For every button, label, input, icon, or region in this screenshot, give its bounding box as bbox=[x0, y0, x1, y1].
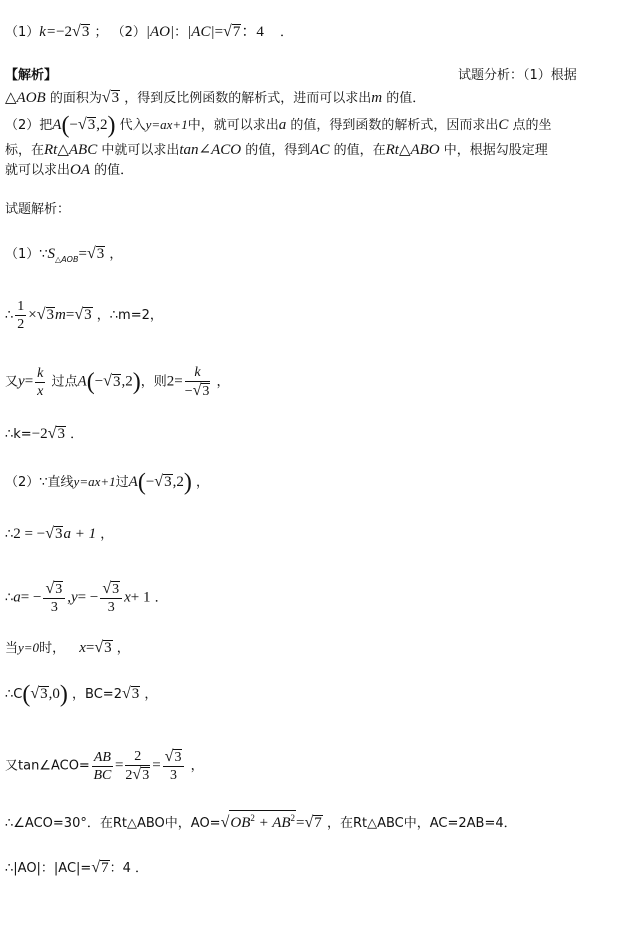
solution-step-12 bbox=[5, 858, 148, 879]
ratio-tail: ：4 bbox=[241, 24, 264, 40]
solution-step-11 bbox=[5, 810, 517, 834]
sqrt-3: 3 bbox=[174, 750, 182, 765]
fraction bbox=[125, 748, 150, 784]
radical-sign: √ bbox=[86, 245, 96, 262]
text: ． bbox=[70, 427, 84, 442]
k-eq: k= bbox=[39, 24, 57, 40]
solution-step-7 bbox=[5, 580, 168, 616]
analysis-line-3 bbox=[5, 140, 548, 161]
text: ∴k= bbox=[5, 427, 32, 442]
denominator bbox=[185, 382, 211, 400]
text: ， bbox=[216, 374, 230, 390]
var-y: y bbox=[70, 589, 78, 606]
neg-two: −2 bbox=[56, 24, 73, 40]
text: ， bbox=[109, 247, 123, 262]
sqrt-3: 3 bbox=[202, 384, 210, 399]
var-y: y bbox=[18, 373, 25, 390]
sqrt-3: 3 bbox=[84, 307, 92, 323]
point-a: A bbox=[77, 373, 87, 390]
radical-sign: √ bbox=[77, 116, 87, 133]
denominator: x bbox=[37, 383, 44, 399]
equals: = bbox=[214, 24, 224, 40]
answer-line bbox=[5, 22, 293, 43]
point-a: A bbox=[52, 117, 62, 133]
var-m: m bbox=[371, 90, 383, 106]
point-c: C bbox=[498, 117, 509, 133]
therefore: ∴ bbox=[5, 590, 14, 606]
equals: = − bbox=[20, 589, 42, 606]
seg-oa: OA bbox=[70, 162, 91, 178]
numerator bbox=[100, 580, 122, 599]
square: 2 bbox=[290, 813, 296, 823]
text: ∴|AO|：|AC|= bbox=[5, 861, 92, 876]
text: ，则 bbox=[140, 374, 167, 390]
text: 中就可以求出 bbox=[101, 143, 180, 158]
y-zero: y=0 bbox=[18, 640, 40, 655]
numerator bbox=[163, 748, 185, 767]
text: 的值，得到 bbox=[245, 143, 311, 158]
solution-step-6 bbox=[5, 524, 113, 545]
denominator: 3 bbox=[107, 600, 115, 615]
denominator: BC bbox=[93, 767, 112, 783]
text: ，得到反比例函数的解析式，进而可以求出 bbox=[124, 91, 372, 106]
sqrt-7: 7 bbox=[232, 24, 241, 40]
text: ， bbox=[100, 527, 114, 542]
point-a: A bbox=[128, 474, 138, 490]
plus-ab: + AB bbox=[254, 815, 291, 831]
radical-sign: √ bbox=[220, 814, 230, 831]
plus-one: + 1 bbox=[130, 589, 151, 606]
var-a: a bbox=[13, 589, 21, 606]
separator: ； bbox=[94, 25, 108, 40]
triangle-aob: △AOB bbox=[5, 90, 46, 106]
text: ：4 ． bbox=[109, 861, 149, 876]
var-x: x bbox=[124, 589, 131, 606]
radical-sign: √ bbox=[91, 859, 101, 876]
equals: = bbox=[174, 373, 183, 390]
text: 过点 bbox=[51, 374, 78, 390]
two: 2 bbox=[166, 373, 175, 390]
text: 中，就可以求出 bbox=[187, 118, 279, 133]
expr: a + 1 bbox=[63, 526, 97, 542]
fraction bbox=[35, 365, 45, 400]
solution-step-1 bbox=[5, 244, 122, 270]
radical-sign: √ bbox=[192, 382, 202, 399]
sqrt-3: 3 bbox=[112, 373, 121, 390]
radical-sign: √ bbox=[121, 685, 131, 702]
sqrt-7: 7 bbox=[314, 815, 322, 831]
tan-text: 又tan∠ACO= bbox=[5, 758, 90, 774]
equals: = bbox=[65, 307, 75, 323]
radical-sign: √ bbox=[102, 580, 112, 597]
text: 代入 bbox=[119, 118, 146, 133]
text: 过 bbox=[115, 475, 129, 490]
equals: = bbox=[85, 640, 95, 656]
fraction bbox=[100, 580, 122, 616]
text: 又 bbox=[5, 374, 19, 390]
minus: − bbox=[184, 384, 193, 399]
analysis-line-1 bbox=[5, 88, 425, 109]
sqrt-3: 3 bbox=[142, 768, 150, 783]
text: （2）把 bbox=[5, 118, 53, 133]
text: ， bbox=[116, 641, 130, 656]
text: ， bbox=[190, 758, 204, 774]
neg-two: −2 bbox=[31, 426, 48, 442]
text: 的值，得到函数的解析式，因而求出 bbox=[290, 118, 499, 133]
area-s: S bbox=[47, 246, 56, 262]
radicand bbox=[229, 810, 296, 831]
text: ∴∠ACO=30°．在Rt△ABO中，AO= bbox=[5, 816, 221, 831]
text: ，∴m=2， bbox=[96, 308, 163, 323]
solution-step-5: （2）∵直线y=ax+1过A(−√3,2) ， bbox=[5, 469, 209, 496]
square: 2 bbox=[250, 813, 255, 823]
seg-ac: AC bbox=[310, 142, 330, 158]
analysis-line-2: （2）把A(−√3,2) 代入y=ax+1中，就可以求出a 的值，得到函数的解析式，因而求出C 点的坐 bbox=[5, 112, 552, 139]
sqrt-3: 3 bbox=[87, 117, 96, 133]
numerator: AB bbox=[93, 749, 111, 765]
sqrt-3: 3 bbox=[46, 307, 55, 323]
radical-sign: √ bbox=[47, 425, 57, 442]
minus: − bbox=[69, 117, 78, 133]
text: ． bbox=[154, 590, 168, 606]
text: （2）∵直线 bbox=[5, 475, 74, 490]
var-a: a bbox=[278, 117, 287, 133]
radical-sign: √ bbox=[132, 766, 142, 783]
radical-sign: √ bbox=[72, 23, 81, 40]
sqrt-3: 3 bbox=[81, 24, 90, 40]
denominator: 3 bbox=[50, 600, 58, 615]
text: 的值． bbox=[386, 91, 426, 106]
point-c: ∴C bbox=[5, 687, 23, 702]
equals: = bbox=[152, 757, 161, 774]
radical-sign: √ bbox=[45, 525, 54, 542]
analysis-heading: 【解析】 bbox=[5, 68, 58, 83]
denominator bbox=[125, 766, 150, 784]
text: 点的坐 bbox=[512, 118, 552, 133]
solution-step-2 bbox=[5, 298, 163, 333]
fraction bbox=[15, 298, 26, 333]
text: 就可以求出 bbox=[5, 163, 71, 178]
text: ，在Rt△ABC中，AC=2AB=4． bbox=[326, 816, 517, 831]
point-tail: ,0 bbox=[48, 686, 60, 702]
ob: OB bbox=[230, 815, 251, 831]
radical-sign: √ bbox=[94, 639, 104, 656]
rt-abo: Rt△ABO bbox=[385, 142, 440, 158]
fraction bbox=[92, 749, 113, 784]
radical-sign: √ bbox=[45, 580, 55, 597]
sqrt-3: 3 bbox=[57, 426, 65, 442]
colon: ： bbox=[174, 25, 188, 40]
equals: = bbox=[24, 373, 34, 390]
point-tail: ,2 bbox=[172, 474, 184, 490]
comma: , bbox=[67, 589, 71, 606]
numerator bbox=[43, 580, 65, 599]
denominator: 3 bbox=[170, 768, 178, 783]
fraction bbox=[43, 580, 65, 616]
func-expr: y=ax+1 bbox=[73, 474, 116, 489]
bc-text: ，BC=2 bbox=[72, 687, 122, 702]
point-tail: ,2 bbox=[121, 373, 133, 390]
equals: = bbox=[296, 815, 305, 831]
numerator: 2 bbox=[125, 748, 150, 766]
denominator: 2 bbox=[17, 317, 25, 332]
text: （1）∵ bbox=[5, 247, 48, 262]
ac-abs: |AC| bbox=[187, 24, 215, 40]
solution-step-9: ∴C(√3,0) ，BC=2√3 ， bbox=[5, 681, 158, 708]
sqrt-3: 3 bbox=[131, 686, 140, 702]
solution-step-10 bbox=[5, 748, 204, 784]
expr: 2 = − bbox=[13, 526, 46, 542]
numerator: k bbox=[185, 364, 211, 382]
sqrt-3: 3 bbox=[40, 686, 48, 702]
text: 当 bbox=[5, 641, 19, 656]
radical-sign: √ bbox=[36, 306, 46, 323]
radical-sign: √ bbox=[223, 23, 232, 40]
rt-abc: Rt△ABC bbox=[44, 142, 98, 158]
equals: = bbox=[114, 757, 124, 774]
sqrt-3: 3 bbox=[55, 582, 63, 597]
minus: − bbox=[94, 373, 104, 390]
minus: − bbox=[145, 474, 155, 490]
ao-abs: |AO| bbox=[145, 24, 175, 40]
radical-sign: √ bbox=[154, 473, 164, 490]
radical-sign: √ bbox=[164, 748, 174, 765]
sqrt-3: 3 bbox=[96, 246, 105, 262]
text: 的值． bbox=[94, 163, 134, 178]
func-expr: y=ax+1 bbox=[145, 117, 188, 132]
equals: = − bbox=[77, 589, 99, 606]
text: 标，在 bbox=[5, 143, 45, 158]
fraction bbox=[185, 364, 211, 400]
text: 时， bbox=[39, 641, 66, 656]
two: 2 bbox=[125, 768, 133, 783]
radical-sign: √ bbox=[30, 685, 40, 702]
sqrt-3: 3 bbox=[112, 582, 120, 597]
therefore: ∴ bbox=[5, 527, 14, 542]
text: ， bbox=[195, 475, 209, 490]
solution-heading: 试题解析： bbox=[5, 202, 71, 217]
tan-aco: tan∠ACO bbox=[179, 142, 242, 158]
sqrt-3: 3 bbox=[111, 90, 120, 106]
sqrt-3: 3 bbox=[164, 474, 172, 490]
text: 的值，在 bbox=[333, 143, 386, 158]
sqrt-3: 3 bbox=[104, 640, 112, 656]
radical-sign: √ bbox=[103, 372, 112, 390]
point-tail: ,2 bbox=[96, 117, 108, 133]
text: 中，根据勾股定理 bbox=[443, 143, 548, 158]
radical-sign: √ bbox=[101, 89, 111, 106]
period: ． bbox=[279, 25, 293, 40]
analysis-line-4 bbox=[5, 160, 133, 181]
part2-label: （2） bbox=[111, 25, 146, 40]
solution-step-8 bbox=[5, 638, 130, 659]
var-x: x bbox=[79, 640, 86, 656]
radical-sign: √ bbox=[74, 306, 84, 323]
sqrt-3: 3 bbox=[54, 526, 63, 542]
part1-label: （1） bbox=[5, 25, 40, 40]
radical-sign: √ bbox=[304, 814, 314, 831]
area-subscript: △AOB bbox=[55, 255, 79, 264]
therefore: ∴ bbox=[5, 308, 14, 323]
times: × bbox=[28, 307, 37, 323]
numerator: 1 bbox=[17, 299, 25, 314]
equals: = bbox=[78, 246, 87, 262]
text: ， bbox=[144, 687, 158, 702]
var-m: m bbox=[55, 307, 66, 323]
solution-step-4 bbox=[5, 424, 83, 445]
analysis-right-label: 试题分析：（1）根据 bbox=[458, 68, 577, 83]
solution-step-3: 又y= $\frac{k}{x}$ 过点A(−√3,2)，则2= $\frac{k}{-√3}$ ， bbox=[5, 365, 230, 399]
sqrt-7: 7 bbox=[101, 860, 109, 876]
text: 的面积为 bbox=[49, 91, 102, 106]
fraction bbox=[163, 748, 185, 784]
numerator: k bbox=[37, 365, 44, 381]
